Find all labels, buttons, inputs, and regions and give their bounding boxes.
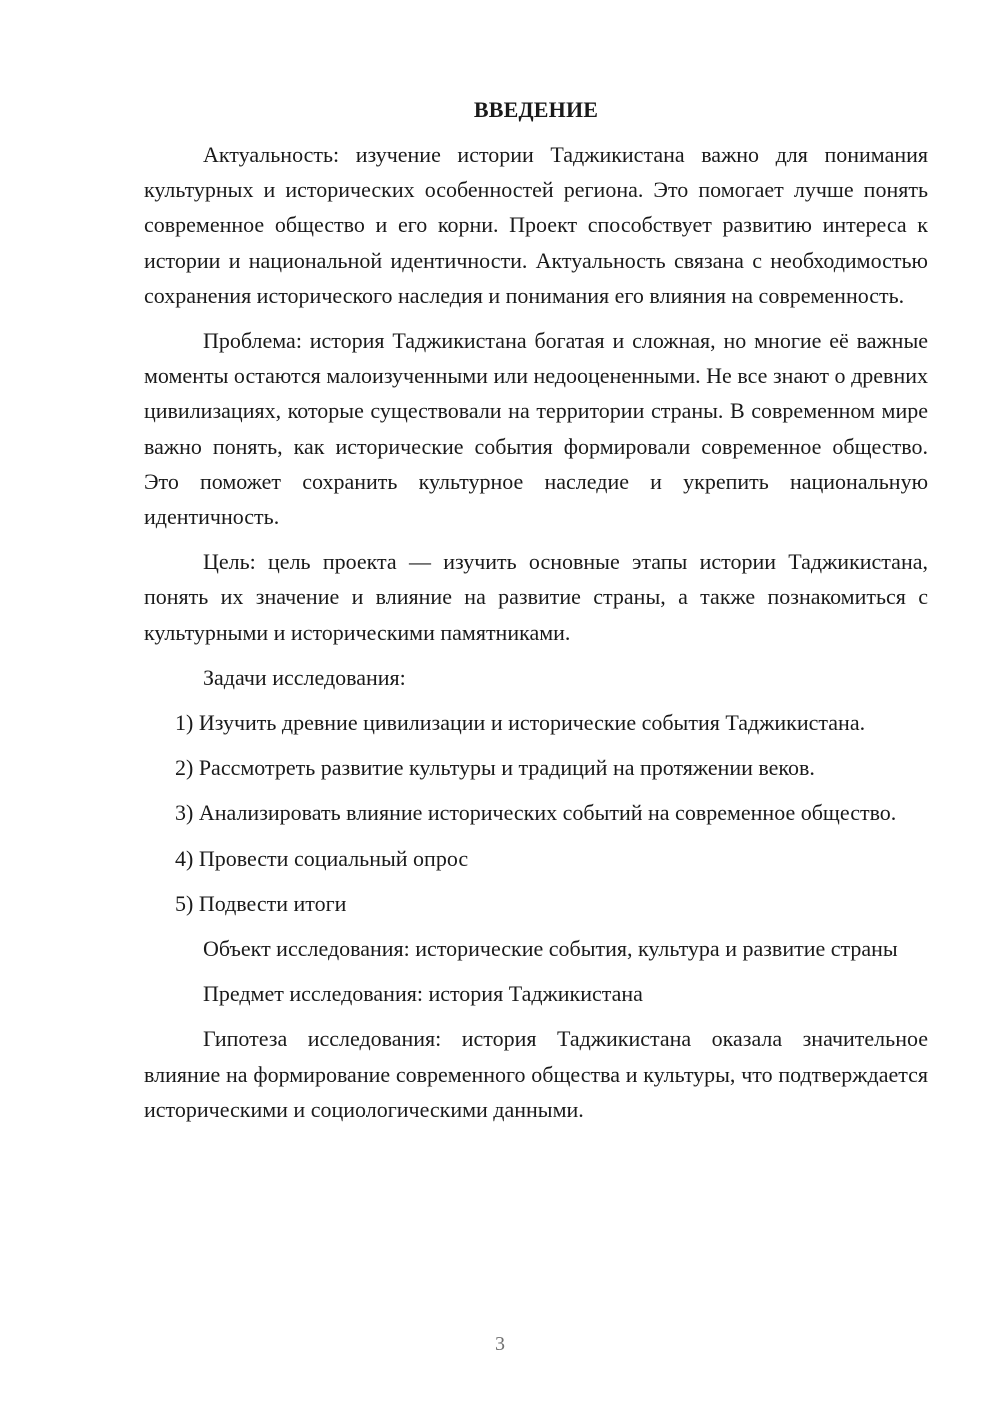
paragraph-object: Объект исследования: исторические события, культура и развитие страны: [203, 936, 898, 962]
page-title: ВВЕДЕНИЕ: [473, 97, 599, 122]
document-page: [144, 92, 928, 1127]
page-number: 3: [495, 1333, 505, 1355]
task-item-4: 4) Провести социальный опрос: [175, 845, 469, 871]
task-item-2: 2) Рассмотреть развитие культуры и традиций на протяжении веков.: [175, 755, 815, 781]
paragraph-tasks-heading: Задачи исследования:: [203, 664, 406, 690]
paragraph-problem: Проблема: история Таджикистана богатая и сложная, но многие её важные моменты остаются малоизученными или недооцененными. Не все знают о древних цивилизациях, которые существовали на территории страны. В современном мире важно понять, как исторические события формировали современное общество. Это поможет сохранить культурное наследие и укрепить национальную идентичность.: [144, 328, 928, 530]
task-item-1: 1) Изучить древние цивилизации и исторические события Таджикистана.: [175, 710, 866, 736]
paragraph-goal: Цель: цель проекта — изучить основные этапы истории Таджикистана, понять их значение и влияние на развитие страны, а также познакомиться с культурными и историческими памятниками.: [144, 549, 928, 645]
task-item-3: 3) Анализировать влияние исторических событий на современное общество.: [175, 800, 897, 826]
paragraph-hypothesis: Гипотеза исследования: история Таджикистана оказала значительное влияние на формирование современного общества и культуры, что подтверждается историческими и социологическими данными.: [144, 1026, 928, 1122]
task-item-5: 5) Подвести итоги: [175, 890, 347, 916]
paragraph-subject: Предмет исследования: история Таджикистана: [203, 981, 643, 1007]
paragraph-relevance: Актуальность: изучение истории Таджикистана важно для понимания культурных и исторических особенностей региона. Это помогает лучше понять современное общество и его корни. Проект способствует развитию интереса к истории и национальной идентичности. Актуальность связана с необходимостью сохранения исторического наследия и понимания его влияния на современность.: [144, 142, 928, 308]
